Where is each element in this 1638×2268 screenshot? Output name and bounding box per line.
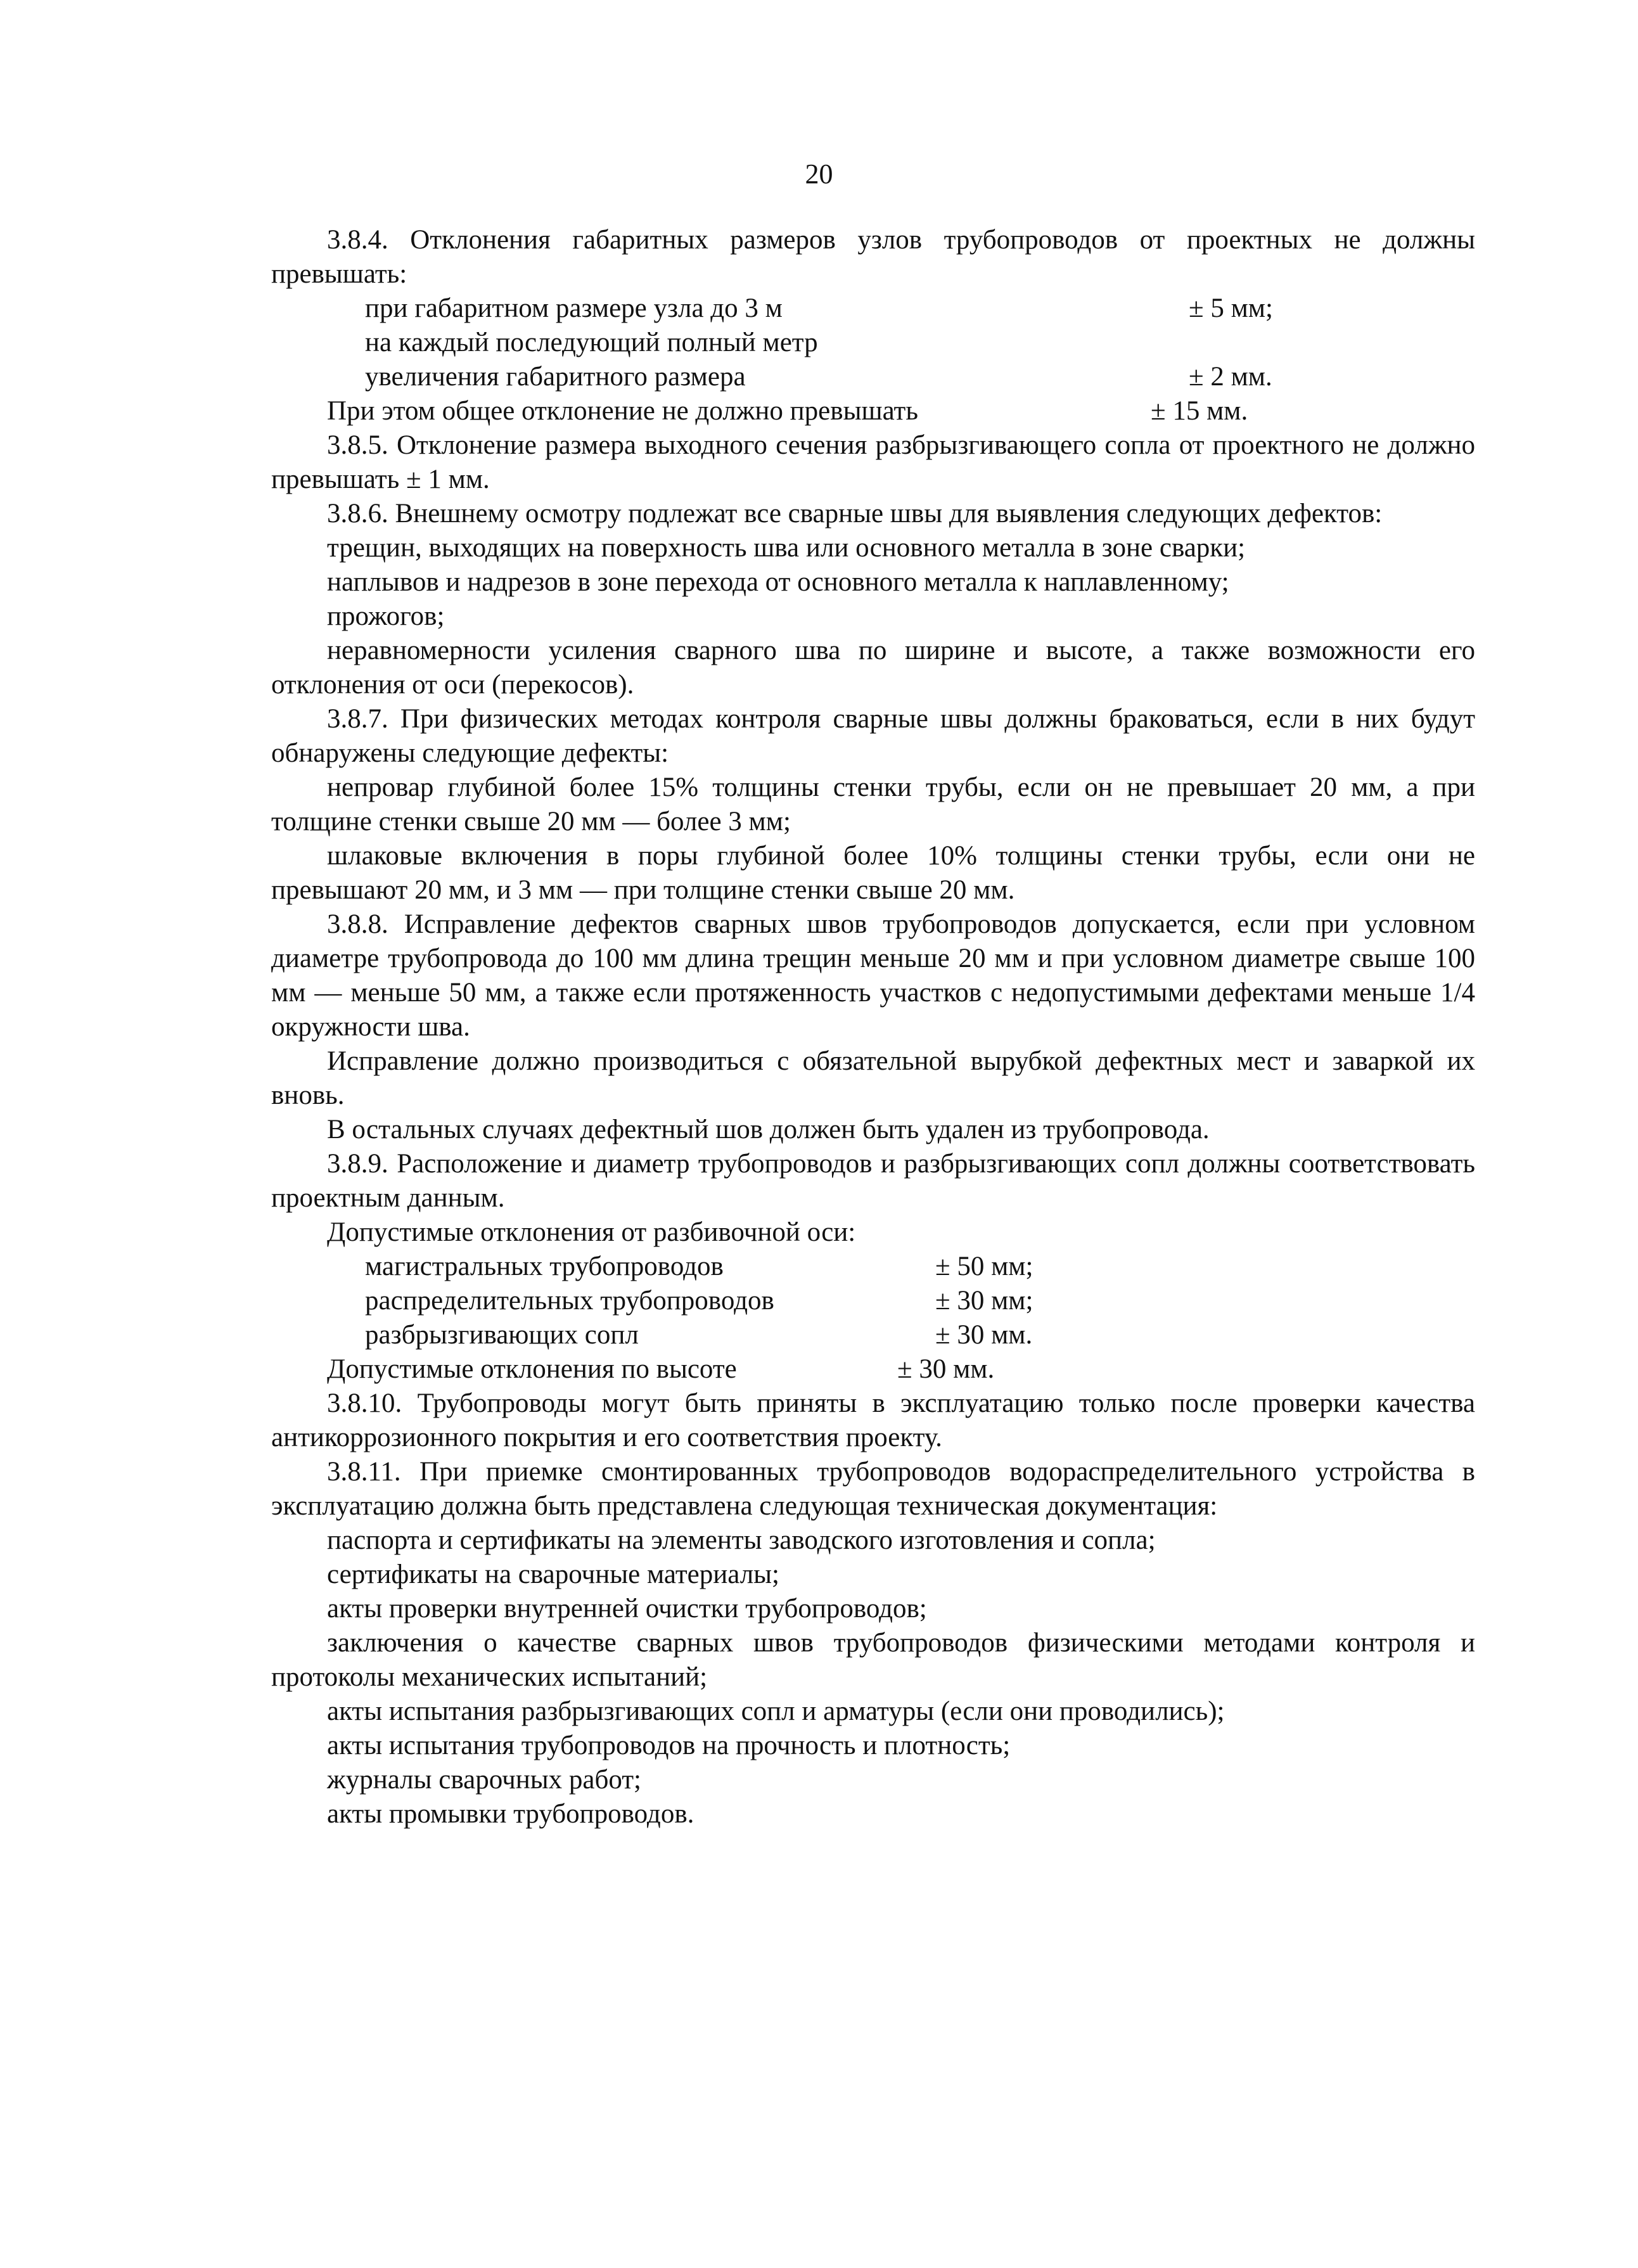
deviation-row [271, 1284, 1475, 1318]
clause-3-8-4: 3.8.4. Отклонения габаритных размеров узлов трубопроводов от проектных не должны превышать: [271, 225, 1475, 289]
clause-3-8-5: 3.8.5. Отклонение размера выходного сечения разбрызгивающего сопла от проектного не должно превышать ± 1 мм. [271, 430, 1475, 494]
deviation-value: ± 50 мм; [935, 1252, 1033, 1281]
document-item: сертификаты на сварочные материалы; [327, 1560, 779, 1589]
axis-deviation-intro: Допустимые отклонения от разбивочной оси: [327, 1217, 856, 1247]
tolerance-total-value: ± 15 мм. [1151, 396, 1248, 426]
defect-item: неравномерности усиления сварного шва по ширине и высоте, а также возможности его отклонения от оси (перекосов). [271, 636, 1475, 700]
document-item: акты проверки внутренней очистки трубопроводов; [327, 1594, 927, 1624]
height-deviation-row [271, 1352, 1475, 1387]
deviation-value: ± 30 мм. [935, 1320, 1033, 1350]
document-item: акты промывки трубопроводов. [327, 1799, 694, 1829]
clause-3-8-8-p2: Исправление должно производиться с обязательной вырубкой дефектных мест и заваркой их вновь. [271, 1046, 1475, 1110]
deviation-label: разбрызгивающих сопл [365, 1320, 639, 1350]
document-item: паспорта и сертификаты на элементы заводского изготовления и сопла; [327, 1525, 1156, 1555]
clause-3-8-6: 3.8.6. Внешнему осмотру подлежат все сварные швы для выявления следующих дефектов: [327, 499, 1383, 529]
document-item: акты испытания разбрызгивающих сопл и арматуры (если они проводились); [327, 1696, 1225, 1726]
deviation-label: распределительных трубопроводов [365, 1286, 774, 1316]
tolerance-row [271, 292, 1475, 326]
page-number: 20 [805, 158, 833, 189]
document-item: акты испытания трубопроводов на прочность и плотность; [327, 1731, 1011, 1760]
reject-item: шлаковые включения в поры глубиной более 10% толщины стенки трубы, если они не превышают 20 мм, и 3 мм — при толщине стенки свыше 20 мм. [271, 841, 1475, 905]
clause-3-8-11: 3.8.11. При приемке смонтированных трубопроводов водораспределительного устройства в эксплуатацию должна быть представлена следующая техническая документация: [271, 1457, 1475, 1521]
tolerance-label: при габаритном размере узла до 3 м [365, 293, 783, 323]
deviation-label: магистральных трубопроводов [365, 1252, 724, 1281]
tolerance-total-label: При этом общее отклонение не должно превышать [327, 396, 918, 426]
reject-item: непровар глубиной более 15% толщины стенки трубы, если он не превышает 20 мм, а при толщине стенки свыше 20 мм — более 3 мм; [271, 772, 1475, 836]
defect-item: наплывов и надрезов в зоне перехода от основного металла к наплавленному; [327, 567, 1229, 597]
defect-item: трещин, выходящих на поверхность шва или основного металла в зоне сварки; [327, 533, 1246, 563]
tolerance-value: ± 5 мм; [1189, 293, 1273, 323]
deviation-value: ± 30 мм; [935, 1286, 1033, 1316]
height-deviation-label: Допустимые отклонения по высоте [327, 1354, 737, 1384]
tolerance-label: на каждый последующий полный метр [365, 328, 818, 357]
document-item: заключения о качестве сварных швов трубопроводов физическими методами контроля и протоколы механических испытаний; [271, 1628, 1475, 1692]
tolerance-row [271, 360, 1475, 394]
deviation-row [271, 1318, 1475, 1352]
clause-3-8-10: 3.8.10. Трубопроводы могут быть приняты в эксплуатацию только после проверки качества антикоррозионного покрытия и его соответствия проекту. [271, 1388, 1475, 1452]
document-item: журналы сварочных работ; [327, 1765, 641, 1795]
document-body [271, 223, 1475, 1831]
tolerance-value: ± 2 мм. [1189, 362, 1272, 392]
deviation-row [271, 1250, 1475, 1284]
height-deviation-value: ± 30 мм. [897, 1354, 995, 1384]
clause-3-8-7: 3.8.7. При физических методах контроля сварные швы должны браковаться, если в них будут обнаружены следующие дефекты: [271, 704, 1475, 768]
tolerance-row [271, 326, 1475, 360]
defect-item: прожогов; [327, 601, 445, 631]
clause-3-8-8: 3.8.8. Исправление дефектов сварных швов трубопроводов допускается, если при условном диаметре трубопровода до 100 мм длина трещин меньше 20 мм и при условном диаметре свыше 100 мм — меньше 50 мм, а также если протяженность участков с недопустимыми дефектами меньше 1/4 окружности шва. [271, 909, 1475, 1042]
clause-3-8-9: 3.8.9. Расположение и диаметр трубопроводов и разбрызгивающих сопл должны соответствовать проектным данным. [271, 1149, 1475, 1213]
clause-3-8-8-p3: В остальных случаях дефектный шов должен быть удален из трубопровода. [327, 1115, 1210, 1144]
tolerance-label: увеличения габаритного размера [365, 362, 746, 392]
tolerance-total-row [271, 394, 1475, 428]
